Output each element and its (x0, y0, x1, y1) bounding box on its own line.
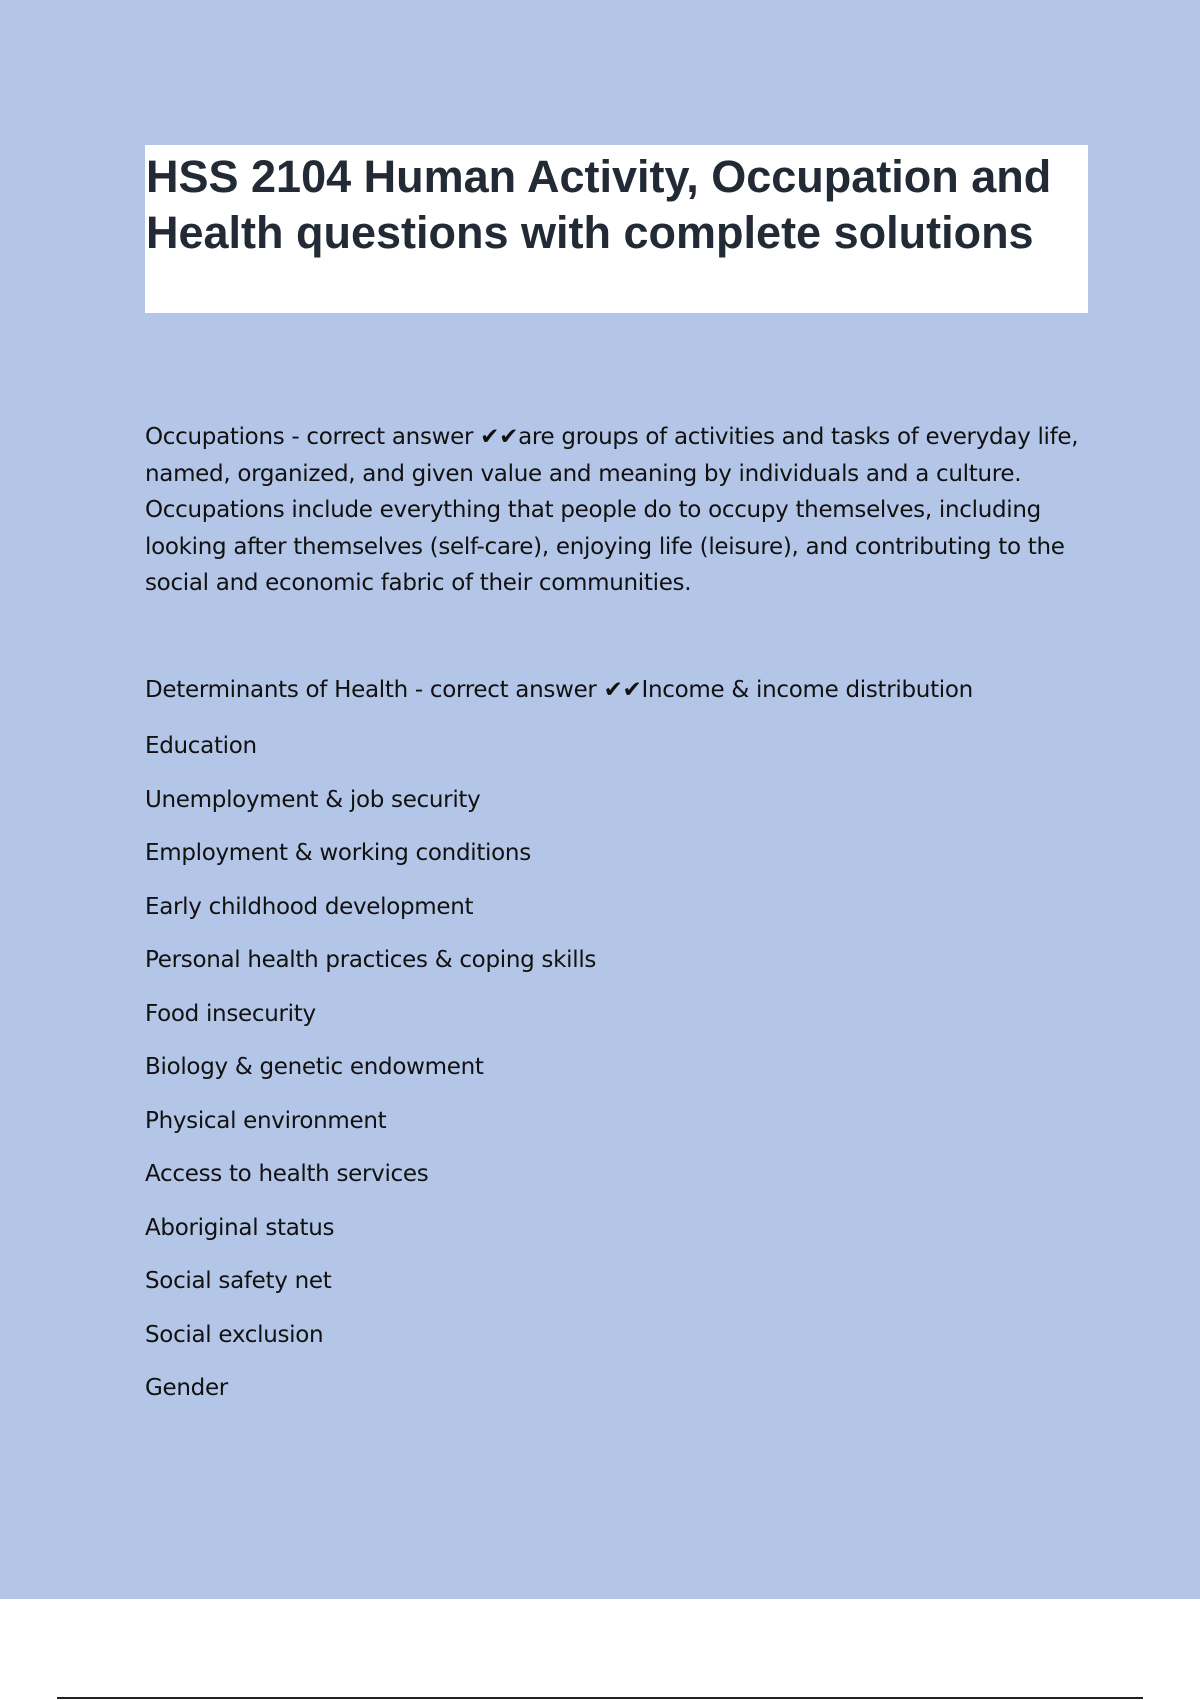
list-item: Access to health services (145, 1161, 429, 1187)
list-item: Early childhood development (145, 893, 474, 920)
determinants-list (145, 728, 596, 1424)
list-item: Social exclusion (145, 1321, 324, 1348)
list-item: Employment & working conditions (145, 840, 531, 866)
list-item: Personal health practices & coping skills (145, 947, 597, 973)
title-box (145, 145, 1088, 313)
entry-determinants-heading: Determinants of Health - correct answer ✔✔Income & income distribution (145, 677, 973, 703)
list-item: Biology & genetic endowment (145, 1054, 484, 1080)
list-item: Social safety net (145, 1268, 332, 1294)
footer-rule (57, 1697, 1143, 1699)
list-item: Food insecurity (145, 1000, 316, 1027)
list-item: Education (145, 733, 257, 759)
list-item: Unemployment & job security (145, 786, 481, 813)
entry-occupations: Occupations - correct answer ✔✔are groups of activities and tasks of everyday life, named, organized, and given value and meaning by individuals and a culture. Occupations include everything that people do to occupy themselves, including looking after themselves (self-care), enjoying life (leisure), and contributing to the social and economic fabric of their communities. (145, 424, 1079, 596)
list-item: Gender (145, 1375, 228, 1401)
list-item: Aboriginal status (145, 1214, 335, 1241)
list-item: Physical environment (145, 1107, 387, 1134)
document-title: HSS 2104 Human Activity, Occupation and Health questions with complete solutions (146, 151, 1052, 258)
